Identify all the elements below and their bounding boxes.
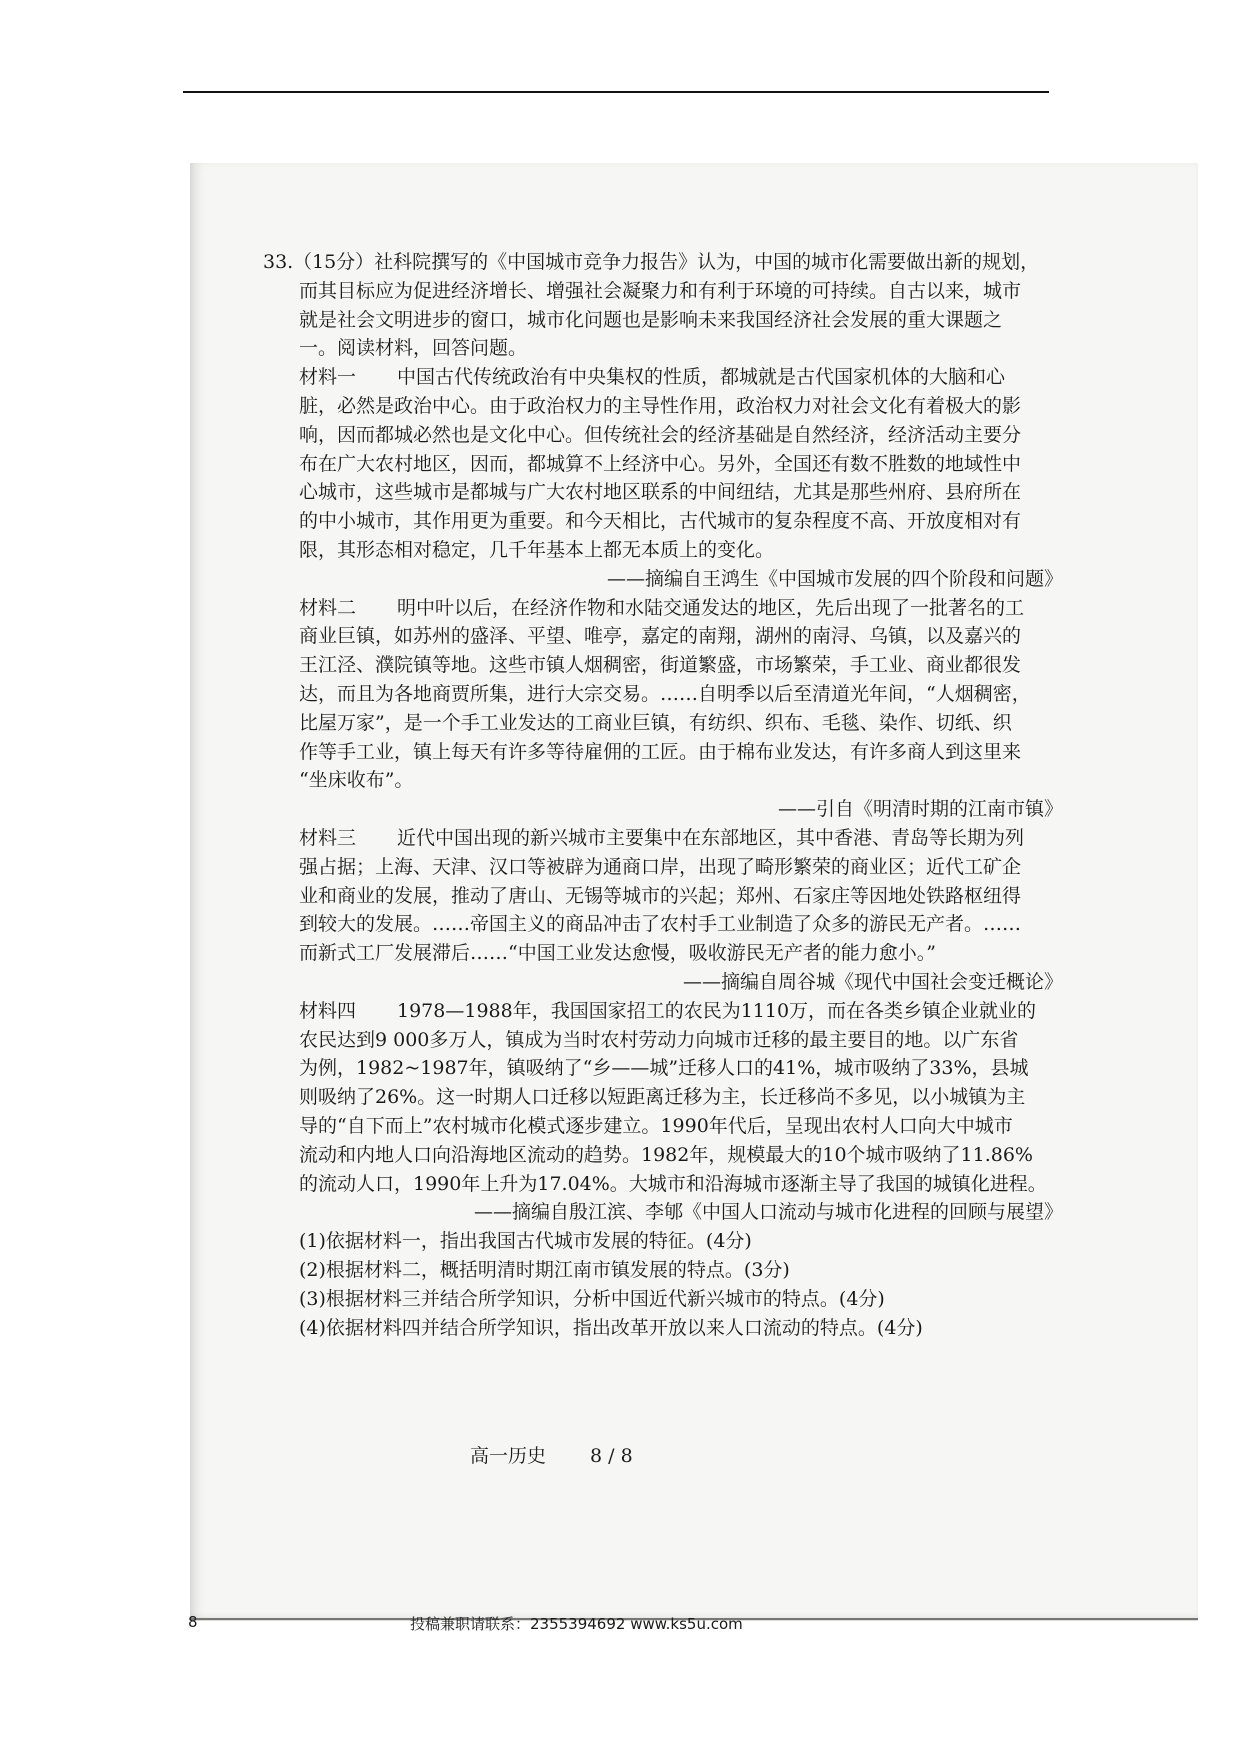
question-intro-line: 33.（15分）社科院撰写的《中国城市竞争力报告》认为，中国的城市化需要做出新的规划，	[263, 248, 1063, 277]
header-rule	[183, 91, 1049, 93]
page-number: 8	[188, 1613, 198, 1631]
material-4-line: 的流动人口，1990年上升为17.04%。大城市和沿海城市逐渐主导了我国的城镇化进程。	[299, 1172, 1047, 1195]
material-1-source: ——摘编自王鸿生《中国城市发展的四个阶段和问题》	[606, 567, 1063, 590]
inner-footer-page: 8 / 8	[590, 1445, 633, 1467]
sub-question-2: (2)根据材料二，概括明清时期江南市镇发展的特点。(3分)	[299, 1259, 790, 1282]
material-2-line: “坐床收布”。	[299, 769, 414, 792]
sub-question-4: (4)依据材料四并结合所学知识，指出改革开放以来人口流动的特点。(4分)	[299, 1317, 923, 1340]
material-1-label: 材料一	[299, 366, 357, 389]
inner-page-footer	[470, 1441, 633, 1468]
material-3-line: 到较大的发展。……帝国主义的商品冲击了农村手工业制造了众多的游民无产者。……	[299, 913, 1022, 936]
sub-question-1: (1)依据材料一，指出我国古代城市发展的特征。(4分)	[299, 1230, 752, 1253]
material-3-line: 强占据；上海、天津、汉口等被辟为通商口岸，出现了畸形繁荣的商业区；近代工矿企	[299, 855, 1022, 878]
material-1-line: 脏，必然是政治中心。由于政治权力的主导性作用，政治权力对社会文化有着极大的影	[299, 394, 1022, 417]
material-4-line: 流动和内地人口向沿海地区流动的趋势。1982年，规模最大的10个城市吸纳了11.86%	[299, 1143, 1033, 1166]
material-2-label: 材料二	[299, 596, 357, 619]
material-2-line: 达，而且为各地商贾所集，进行大宗交易。……自明季以后至清道光年间，“人烟稠密，	[299, 682, 1031, 705]
material-2-line: 材料二 明中叶以后，在经济作物和水陆交通发达的地区，先后出现了一批著名的工	[263, 594, 1063, 623]
material-4-source: ——摘编自殷江滨、李郇《中国人口流动与城市化进程的回顾与展望》	[473, 1201, 1063, 1224]
material-1-line: 材料一 中国古代传统政治有中央集权的性质，都城就是古代国家机体的大脑和心	[263, 363, 1063, 392]
material-1-line: 限，其形态相对稳定，几千年基本上都无本质上的变化。	[299, 538, 775, 561]
material-2-source: ——引自《明清时期的江南市镇》	[777, 798, 1063, 821]
material-1-line: 心城市，这些城市是都城与广大农村地区联系的中间纽结，尤其是那些州府、县府所在	[299, 481, 1022, 504]
material-3-line: 业和商业的发展，推动了唐山、无锡等城市的兴起；郑州、石家庄等因地处铁路枢纽得	[299, 884, 1022, 907]
material-3-label: 材料三	[299, 826, 357, 849]
material-4-label: 材料四	[299, 999, 357, 1022]
inner-footer-subject: 高一历史	[470, 1445, 547, 1467]
question-intro-line: 而其目标应为促进经济增长、增强社会凝聚力和有利于环境的可持续。自古以来，城市	[299, 279, 1022, 302]
contact-footer: 投稿兼职请联系：2355394692 www.ks5u.com	[410, 1615, 743, 1633]
question-block	[263, 248, 1063, 1343]
material-1-line: 布在广大农村地区，因而，都城算不上经济中心。另外，全国还有数不胜数的地域性中	[299, 452, 1022, 475]
material-1-line: 的中小城市，其作用更为重要。和今天相比，古代城市的复杂程度不高、开放度相对有	[299, 510, 1022, 533]
question-intro-line: 就是社会文明进步的窗口，城市化问题也是影响未来我国经济社会发展的重大课题之	[299, 308, 1003, 331]
material-2-line: 比屋万家”，是一个手工业发达的工商业巨镇，有纺织、织布、毛毯、染作、切纸、织	[299, 711, 1012, 734]
question-number: 33.	[263, 251, 294, 273]
material-3-line: 而新式工厂发展滞后……“中国工业发达愈慢，吸收游民无产者的能力愈小。”	[299, 942, 936, 965]
material-2-line: 商业巨镇，如苏州的盛泽、平望、唯亭，嘉定的南翔，湖州的南浔、乌镇，以及嘉兴的	[299, 625, 1022, 648]
question-intro-line: 一。阅读材料，回答问题。	[299, 337, 528, 360]
material-4-line: 导的“自下而上”农村城市化模式逐步建立。1990年代后，呈现出农村人口向大中城市	[299, 1114, 1013, 1137]
material-2-line: 王江泾、濮院镇等地。这些市镇人烟稠密，街道繁盛，市场繁荣，手工业、商业都很发	[299, 654, 1022, 677]
material-1-line: 响，因而都城必然也是文化中心。但传统社会的经济基础是自然经济，经济活动主要分	[299, 423, 1022, 446]
material-3-source: ——摘编自周谷城《现代中国社会变迁概论》	[682, 970, 1063, 993]
material-2-line: 作等手工业，镇上每天有许多等待雇佣的工匠。由于棉布业发达，有许多商人到这里来	[299, 740, 1022, 763]
sub-question-3: (3)根据材料三并结合所学知识，分析中国近代新兴城市的特点。(4分)	[299, 1288, 885, 1311]
material-4-line: 为例，1982~1987年，镇吸纳了“乡——城”迁移人口的41%，城市吸纳了33%，县城	[299, 1057, 1029, 1080]
material-3-line: 材料三 近代中国出现的新兴城市主要集中在东部地区，其中香港、青岛等长期为列	[263, 824, 1063, 853]
material-4-line: 农民达到9 000多万人，镇成为当时农村劳动力向城市迁移的最主要目的地。以广东省	[299, 1028, 1019, 1051]
material-4-line: 则吸纳了26%。这一时期人口迁移以短距离迁移为主，长迁移尚不多见，以小城镇为主	[299, 1086, 1026, 1109]
material-4-line: 材料四 1978—1988年，我国国家招工的农民为1110万，而在各类乡镇企业就业的	[263, 997, 1063, 1026]
